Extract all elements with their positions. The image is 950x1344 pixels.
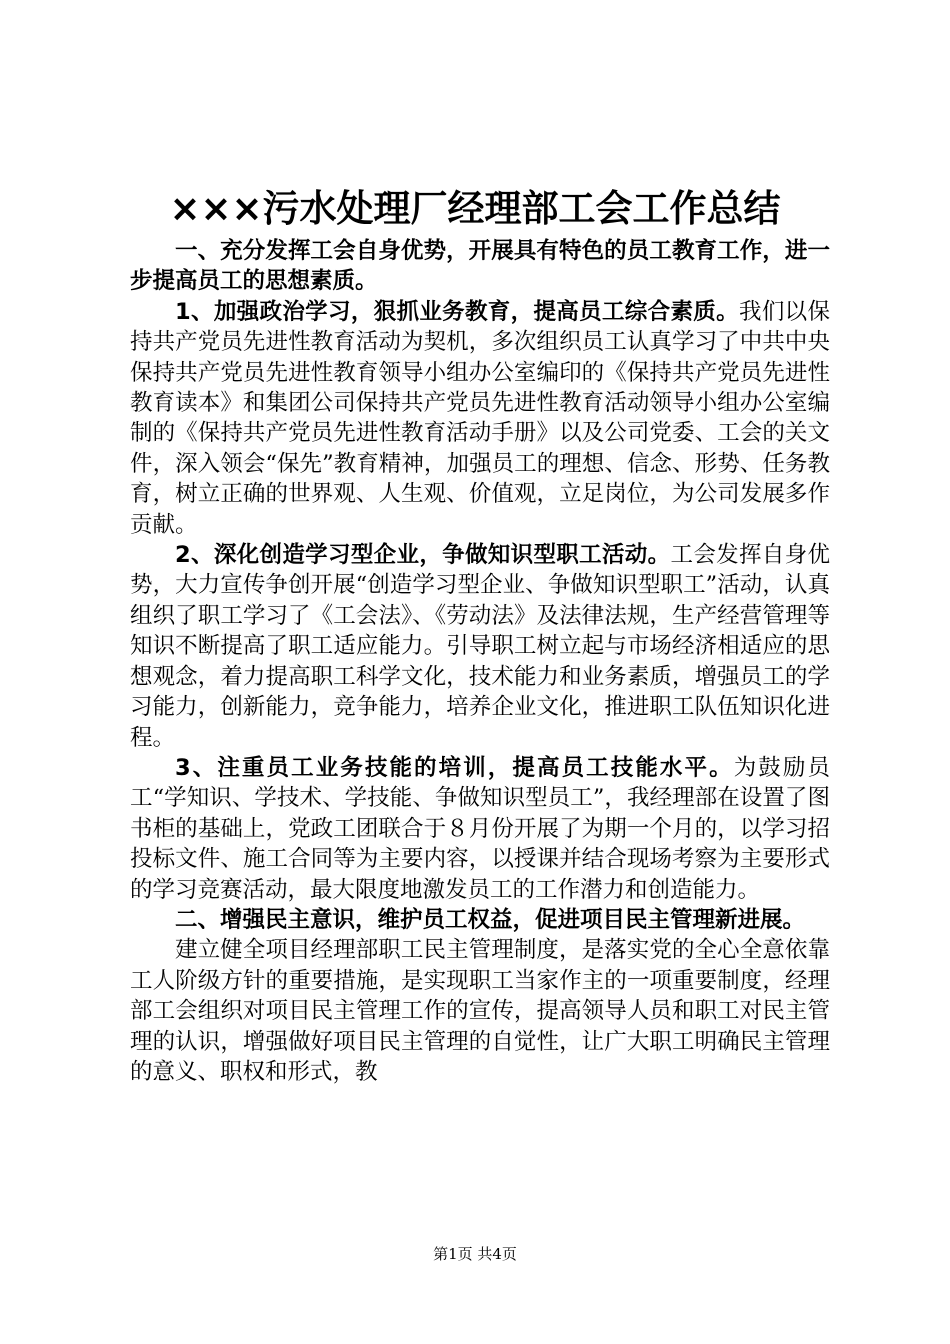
paragraph-2 bbox=[130, 540, 830, 753]
section-heading-1: 一、充分发挥工会自身优势，开展具有特色的员工教育工作，进一步提高员工的思想素质。 bbox=[130, 238, 830, 295]
paragraph-3 bbox=[130, 753, 830, 905]
page-footer bbox=[0, 1244, 950, 1264]
paragraph-2-body: 工会发挥自身优势，大力宣传争创开展“创造学习型企业、争做知识型职工”活动，认真组织了职工学习了《工会法》、《劳动法》及法律法规，生产经营管理等知识不断提高了职工适应能力。引导职工树立起与市场经济相适应的思想观念，着力提高职工科学文化，技术能力和业务素质，增强员工的学习能力，创新能力，竞争能力，培养企业文化，推进职工队伍知识化进程。 bbox=[130, 542, 830, 751]
paragraph-2-lead: 2、深化创造学习型企业，争做知识型职工活动。 bbox=[175, 542, 671, 569]
document-title: ×××污水处理厂经理部工会工作总结 bbox=[169, 187, 781, 230]
document-body bbox=[130, 236, 830, 1087]
page-number: 第1页 bbox=[433, 1245, 473, 1263]
paragraph-3-lead: 3、注重员工业务技能的培训，提高员工技能水平。 bbox=[175, 754, 734, 781]
page-total: 共4页 bbox=[477, 1245, 517, 1263]
paragraph-3-body: 为鼓励员工“学知识、学技术、学技能、争做知识型员工”，我经理部在设置了图书柜的基础上，党政工团联合于８月份开展了为期一个月的，以学习招投标文件、施工合同等为主要内容，以授课并结合现场考察为主要形式的学习竞赛活动，最大限度地激发员工的工作潜力和创造能力。 bbox=[130, 754, 830, 903]
section-heading-2: 二、增强民主意识，维护员工权益，促进项目民主管理新进展。 bbox=[175, 906, 806, 933]
paragraph-1-body: 我们以保持共产党员先进性教育活动为契机，多次组织员工认真学习了中共中央保持共产党员先进性教育领导小组办公室编印的《保持共产党员先进性教育读本》和集团公司保持共产党员先进性教育活动领导小组办公室编制的《保持共产党员先进性教育活动手册》以及公司党委、工会的关文件，深入领会“保先”教育精神，加强员工的理想、信念、形势、任务教育，树立正确的世界观、人生观、价值观，立足岗位，为公司发展多作贡献。 bbox=[130, 298, 830, 538]
paragraph-1-lead: 1、加强政治学习，狠抓业务教育，提高员工综合素质。 bbox=[175, 298, 739, 325]
paragraph-1 bbox=[130, 297, 830, 540]
paragraph-4: 建立健全项目经理部职工民主管理制度，是落实党的全心全意依靠工人阶级方针的重要措施，是实现职工当家作主的一项重要制度，经理部工会组织对项目民主管理工作的宣传，提高领导人员和职工对民主管理的认识，增强做好项目民主管理的自觉性，让广大职工明确民主管理的意义、职权和形式，教 bbox=[130, 937, 830, 1085]
